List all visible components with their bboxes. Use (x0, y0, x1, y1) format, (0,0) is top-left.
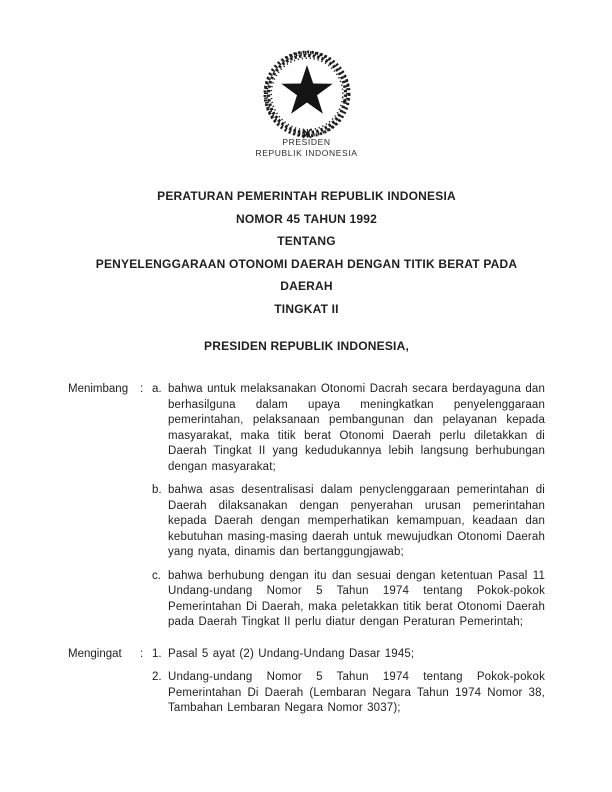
salutation: PRESIDEN REPUBLIK INDONESIA, (204, 339, 409, 353)
consideration-item (152, 569, 545, 631)
legal-basis-item (152, 647, 545, 663)
star-icon (281, 65, 332, 114)
title-line-regulation: PERATURAN PEMERINTAH REPUBLIK INDONESIA (157, 189, 456, 203)
section-label: Menimbang (68, 383, 129, 395)
legal-basis-item (152, 670, 545, 717)
consideration-list (152, 382, 545, 631)
star-in-wreath-icon (259, 45, 355, 141)
item-marker: c. (152, 569, 161, 582)
item-marker: 2. (152, 671, 162, 683)
section-colon: : (140, 647, 144, 660)
document-title (68, 185, 545, 320)
legal-basis-list (152, 647, 545, 717)
title-line-number: NOMOR 45 TAHUN 1992 (236, 211, 377, 226)
item-text: bahwa untuk melaksanakan Otonomi Dacrah secara berdayaguna dan berhasilguna dalam upaya meningkatkan penyelenggaraan pemerintahan, pelaksanaan pembangunan dan pelayanan kepada masyarakat, maka titik berat Otonomi Daerah perlu diletakkan di Daerah Tingkat II yang kedudukannya lebih langsung berhubungan dengan masyarakat; (168, 383, 545, 473)
section-menimbang (68, 382, 545, 631)
item-marker: 1. (152, 647, 162, 660)
consideration-item (152, 382, 545, 475)
title-line-tentang: TENTANG (277, 234, 336, 248)
section-mengingat (68, 647, 545, 717)
title-line-subject: PENYELENGGARAAN OTONOMI DAERAH DENGAN TITIK BERAT PADA DAERAH (95, 256, 518, 293)
item-marker: b. (152, 484, 162, 496)
section-label: Mengingat (68, 647, 122, 660)
presidential-emblem (259, 45, 355, 141)
item-text: Undang-undang Nomor 5 Tahun 1974 tentang Pokok-pokok Pemerintahan Di Daerah (Lembaran Negara Tahun 1974 Nomor 38, Tambahan Lembaran Negara Nomor 3037); (168, 671, 545, 714)
section-colon: : (140, 383, 144, 395)
item-text: bahwa berhubung dengan itu dan sesuai dengan ketentuan Pasal 11 Undang-undang Nomor 5 Tahun 1974 tentang Pokok-pokok Pemerintahan Di Daerah, maka peletakkan titik berat Otonomi Daerah pada Daerah Tingkat II perlu diatur dengan Peraturan Pemerintah; (168, 569, 545, 628)
agency-line-republik: REPUBLIK INDONESIA (255, 147, 358, 158)
item-text: bahwa asas desentralisasi dalam penyclenggaraan pemerintahan di Daerah dilaksanakan dengan penyerahan urusan pemerintahan kepada Daerah dengan memperhatikan kemampuan, keadaan dan kebutuhan masing-masing daerah untuk mewujudkan Otonomi Daerah yang nyata, dinamis dan bertanggungjawab; (168, 484, 545, 558)
item-marker: a. (152, 383, 162, 395)
agency-line-presiden: PRESIDEN (282, 137, 331, 147)
title-line-tingkat: TINGKAT II (274, 301, 339, 316)
consideration-item (152, 483, 545, 561)
item-text: Pasal 5 ayat (2) Undang-Undang Dasar 1945; (168, 647, 415, 660)
agency-name (68, 137, 545, 158)
